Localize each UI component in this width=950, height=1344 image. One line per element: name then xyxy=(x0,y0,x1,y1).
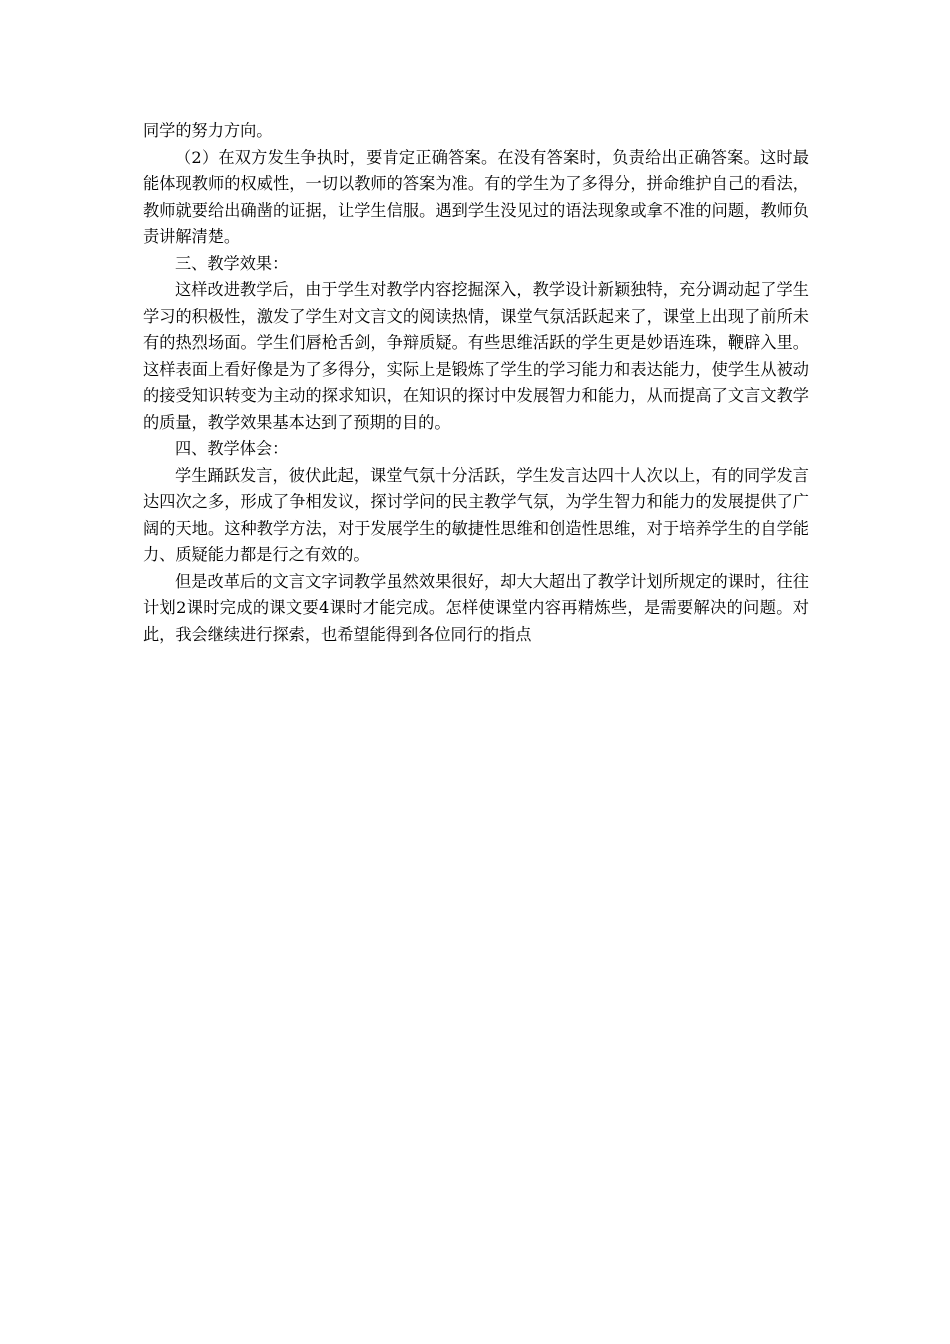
paragraph-remaining-problem: 但是改革后的文言文字词教学虽然效果很好，却大大超出了教学计划所规定的课时，往往计划2课时完成的课文要4课时才能完成。怎样使课堂内容再精炼些，是需要解决的问题。对此，我会继续进行探索，也希望能得到各位同行的指点 xyxy=(143,571,809,644)
section-heading-teaching-effect: 三、教学效果： xyxy=(175,253,289,273)
paragraph-continuation: 同学的努力方向。 xyxy=(143,121,273,140)
document-body xyxy=(143,118,809,648)
paragraph-point-2: （2）在双方发生争执时，要肯定正确答案。在没有答案时，负责给出正确答案。这时最能体现教师的权威性，一切以教师的答案为准。有的学生为了多得分，拼命维护自己的看法，教师就要给出确凿的证据，让学生信服。遇到学生没见过的语法现象或拿不准的问题，教师负责讲解清楚。 xyxy=(143,147,809,246)
paragraph-teaching-effect: 这样改进教学后，由于学生对教学内容挖掘深入，教学设计新颖独特，充分调动起了学生学习的积极性，激发了学生对文言文的阅读热情，课堂气氛活跃起来了，课堂上出现了前所未有的热烈场面。学生们唇枪舌剑，争辩质疑。有些思维活跃的学生更是妙语连珠，鞭辟入里。这样表面上看好像是为了多得分，实际上是锻炼了学生的学习能力和表达能力，使学生从被动的接受知识转变为主动的探求知识，在知识的探讨中发展智力和能力，从而提高了文言文教学的质量，教学效果基本达到了预期的目的。 xyxy=(143,280,809,432)
paragraph-teaching-reflection: 学生踊跃发言，彼伏此起，课堂气氛十分活跃，学生发言达四十人次以上，有的同学发言达四次之多，形成了争相发议，探讨学问的民主教学气氛，为学生智力和能力的发展提供了广阔的天地。这种教学方法，对于发展学生的敏捷性思维和创造性思维，对于培养学生的自学能力、质疑能力都是行之有效的。 xyxy=(143,465,809,564)
section-heading-teaching-reflection: 四、教学体会： xyxy=(175,439,289,458)
